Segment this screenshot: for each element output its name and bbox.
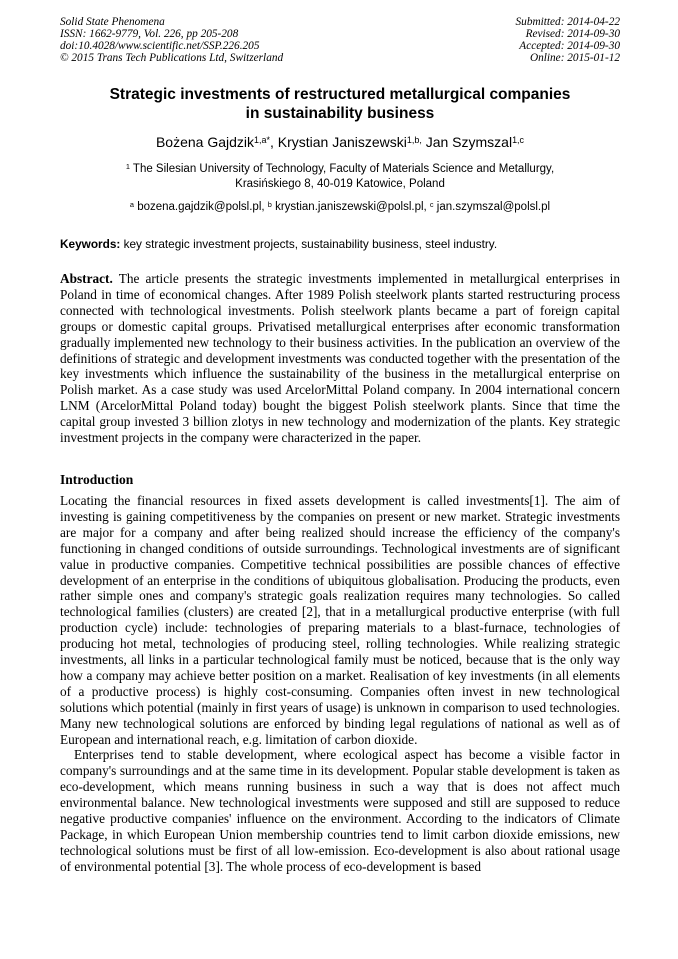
- copyright-line: © 2015 Trans Tech Publications Ltd, Switzerland: [60, 52, 284, 64]
- online-date: Online: 2015-01-12: [529, 52, 620, 64]
- author-superscript: 1,a*: [254, 134, 270, 145]
- journal-header-left: [60, 16, 283, 64]
- introduction-paragraph-2: Enterprises tend to stable development, where ecological aspect has become a visible factor in company's surroundings and at the same time in its development. Popular stable development is taken as eco-development, which means running business in such a way that is does not affect much environmental balance. New technological investments were supposed and still are supposed to reduce negative productive companies' influence on the environment. According to the indicators of Climate Package, in which European Union membership countries tend to limit carbon dioxide emissions, new technological solutions must be first of all low-emission. Eco-development is also about rational usage of environmental potential [3]. The whole process of eco-development is based: [60, 747, 620, 874]
- email-superscript: a: [129, 199, 134, 209]
- keywords-line: [60, 237, 620, 251]
- journal-header-right: [516, 16, 620, 64]
- introduction-heading: Introduction: [60, 471, 134, 487]
- doi-line: doi:10.4028/www.scientific.net/SSP.226.205: [60, 40, 260, 52]
- email-address: jan.szymszal@polsl.pl: [433, 201, 551, 213]
- page-title-line1: Strategic investments of restructured metallurgical companies: [109, 86, 571, 103]
- author-name: Jan Szymszal: [421, 134, 513, 150]
- email-address: krystian.janiszewski@polsl.pl,: [271, 201, 430, 213]
- author-superscript: 1,c: [512, 134, 525, 145]
- keywords-label: Keywords:: [60, 237, 121, 251]
- revised-date: Revised: 2014-09-30: [525, 28, 620, 40]
- author-name: , Krystian Janiszewski: [269, 134, 407, 150]
- page-title: [60, 86, 620, 123]
- email-address: bozena.gajdzik@polsl.pl,: [134, 201, 268, 213]
- submitted-date: Submitted: 2014-04-22: [515, 16, 620, 28]
- affiliation-line: [60, 162, 620, 191]
- author-name: Bożena Gajdzik: [155, 134, 255, 150]
- emails-line: [60, 200, 620, 215]
- affiliation-text-line2: Krasińskiego 8, 40-019 Katowice, Poland: [235, 178, 445, 190]
- abstract-paragraph: [60, 271, 620, 446]
- affiliation-superscript: 1: [125, 161, 130, 171]
- abstract-text: The article presents the strategic investments implemented in metallurgical enterprises in Poland in time of economical changes. After 1989 Polish steelwork plants started restructuring process connected with technological investments. Polish steelwork plants became a part of foreign capital groups or domestic capital groups. Privatised metallurgical enterprises after economic transformation gradually implemented new technology to their business activities. In the publication an overview of the definitions of strategic and development investments was conducted together with the presentation of the key investments which influence the sustainability of the business in the metallurgical enterprise on Polish market. As a case study was used ArcelorMittal Poland company. In 2004 international concern LNM (ArcelorMittal Poland today) bought the biggest Polish steelwork plants. Since that time the capital group invested 3 billion zlotys in new technology and modernization of the plants. Key strategic investment projects in the company were characterized in the paper.: [60, 271, 620, 446]
- introduction-paragraph-1: Locating the financial resources in fixed assets development is called investments[1]. The aim of investing is gaining competitiveness by the companies on present or new market. Strategic investments are major for a company and after being realized should increase the efficiency of the company's functioning in changed conditions of outside surroundings. Technological investments are of significant value in productive companies. Competitive technical possibilities are possible chances of effective development of an enterprise in the conditions of ubiquitous globalisation. Producing the products, even rather simple ones and company's strategic goals realization requires many technologies. So called technological families (clusters) are created [2], that in a metallurgical productive enterprise (with full production cycle) include: technologies of preparing materials to a blast-furnace, technologies of producing hot metal, technologies of producing steel, rolling technologies. While realizing strategic investments, all links in a particular technological family must be noticed, because that is the only way how a company may achieve better position on a market. Realisation of key investments (in all elements of a productive process) is highly cost-consuming. Companies often invest in new technological solutions which potential (mainly in first years of usage) is unknown in comparison to used technologies. Many new technological solutions are enforced by binding legal regulations of national as well as of European and international reach, e.g. limitation of carbon dioxide.: [60, 492, 620, 747]
- authors-line: [60, 134, 620, 153]
- keywords-text: key strategic investment projects, sustainability business, steel industry.: [120, 237, 498, 251]
- email-superscript: c: [429, 199, 434, 209]
- author-superscript: 1,b,: [406, 134, 422, 145]
- email-superscript: b: [267, 199, 272, 209]
- page-title-line2: in sustainability business: [245, 104, 435, 122]
- accepted-date: Accepted: 2014-09-30: [519, 40, 620, 52]
- abstract-label: Abstract.: [60, 271, 113, 286]
- journal-name: Solid State Phenomena: [60, 16, 165, 28]
- affiliation-text-line1: The Silesian University of Technology, Faculty of Materials Science and Metallurgy,: [129, 163, 555, 175]
- journal-header: [60, 16, 620, 64]
- issn-line: ISSN: 1662-9779, Vol. 226, pp 205-208: [60, 28, 239, 40]
